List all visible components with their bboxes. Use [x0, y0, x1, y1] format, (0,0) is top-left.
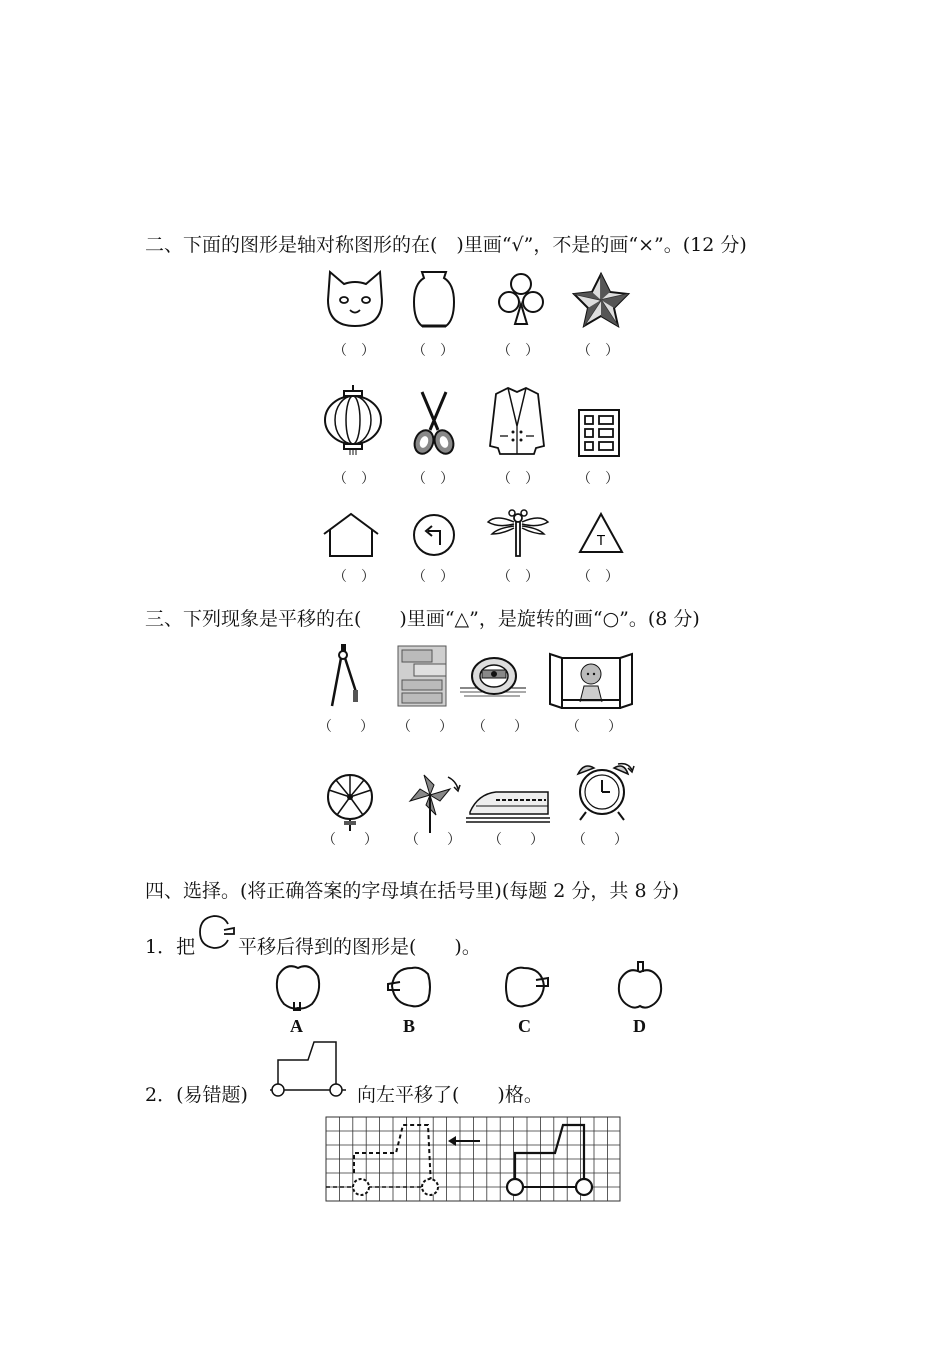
answer-paren[interactable]: （ ）: [405, 832, 461, 848]
dashed-wheel-left: [353, 1179, 369, 1195]
fan-icon: [324, 773, 376, 833]
solid-truck: [515, 1125, 584, 1187]
section3-heading: 三、下列现象是平移的在( )里画“△”，是旋转的画“○”。(8 分): [145, 608, 700, 630]
window-icon: [548, 652, 634, 710]
steering-wheel-icon: [460, 652, 526, 702]
solid-wheel-left: [507, 1179, 523, 1195]
answer-paren[interactable]: （ ）: [412, 471, 454, 487]
section4-heading: 四、选择。(将正确答案的字母填在括号里)(每题 2 分，共 8 分): [145, 880, 679, 902]
answer-paren[interactable]: （ ）: [333, 343, 375, 359]
option-a-label: A: [290, 1016, 303, 1036]
answer-paren[interactable]: （ ）: [577, 569, 619, 585]
answer-paren[interactable]: （ ）: [472, 719, 528, 735]
q1-suffix: 平移后得到的图形是( )。: [238, 936, 481, 958]
answer-paren[interactable]: （ ）: [497, 343, 539, 359]
answer-paren[interactable]: （ ）: [572, 832, 628, 848]
lantern-icon: [322, 385, 384, 455]
answer-paren[interactable]: （ ）: [322, 832, 378, 848]
option-d-label: D: [633, 1016, 646, 1036]
scissors-icon: [410, 390, 458, 456]
drawer-icon: [396, 644, 448, 708]
answer-paren[interactable]: （ ）: [333, 569, 375, 585]
answer-paren[interactable]: （ ）: [497, 471, 539, 487]
apple-option-a-icon: [274, 962, 322, 1012]
answer-paren[interactable]: （ ）: [577, 471, 619, 487]
turn-left-sign-icon: [412, 513, 456, 557]
jacket-icon: [488, 386, 546, 458]
truck-small-icon: [270, 1040, 346, 1102]
answer-paren[interactable]: （ ）: [318, 719, 374, 735]
solid-wheel-right: [576, 1179, 592, 1195]
train-icon: [466, 788, 550, 828]
window-grid-icon: [577, 408, 621, 458]
apple-option-c-icon: [500, 964, 552, 1010]
pinwheel-star-icon: [572, 272, 630, 328]
triangle-sign-text: T: [597, 534, 605, 549]
dashed-wheel-right: [422, 1179, 438, 1195]
club-icon: [498, 270, 544, 330]
apple-option-b-icon: [386, 964, 436, 1010]
alarm-clock-icon: [570, 760, 636, 822]
answer-paren[interactable]: （ ）: [333, 471, 375, 487]
option-b-label: B: [403, 1016, 416, 1036]
apple-option-d-icon: [616, 960, 664, 1010]
dragonfly-icon: [486, 508, 550, 558]
answer-paren[interactable]: （ ）: [412, 569, 454, 585]
answer-paren[interactable]: （ ）: [488, 832, 544, 848]
section2-heading: 二、下面的图形是轴对称图形的在( )里画“√”，不是的画“×”。(12 分): [145, 234, 747, 256]
q2-suffix: 向左平移了( )格。: [357, 1084, 543, 1106]
answer-paren[interactable]: （ ）: [397, 719, 453, 735]
compass-icon: [326, 644, 360, 708]
answer-paren[interactable]: （ ）: [497, 569, 539, 585]
left-arrow-icon: [448, 1136, 480, 1146]
cat-face-icon: [322, 270, 388, 330]
apple-sideways-icon: [198, 914, 238, 952]
option-c-label: C: [518, 1016, 531, 1036]
answer-paren[interactable]: （ ）: [566, 719, 622, 735]
q1-prefix: 1．把: [145, 936, 196, 958]
q2-prefix: 2．(易错题): [145, 1084, 248, 1106]
answer-paren[interactable]: （ ）: [412, 343, 454, 359]
house-icon: [322, 512, 380, 558]
translation-grid: [326, 1117, 622, 1203]
pinwheel-icon: [404, 773, 464, 833]
vase-icon: [410, 270, 458, 330]
triangle-sign-icon: [578, 512, 624, 554]
answer-paren[interactable]: （ ）: [577, 343, 619, 359]
